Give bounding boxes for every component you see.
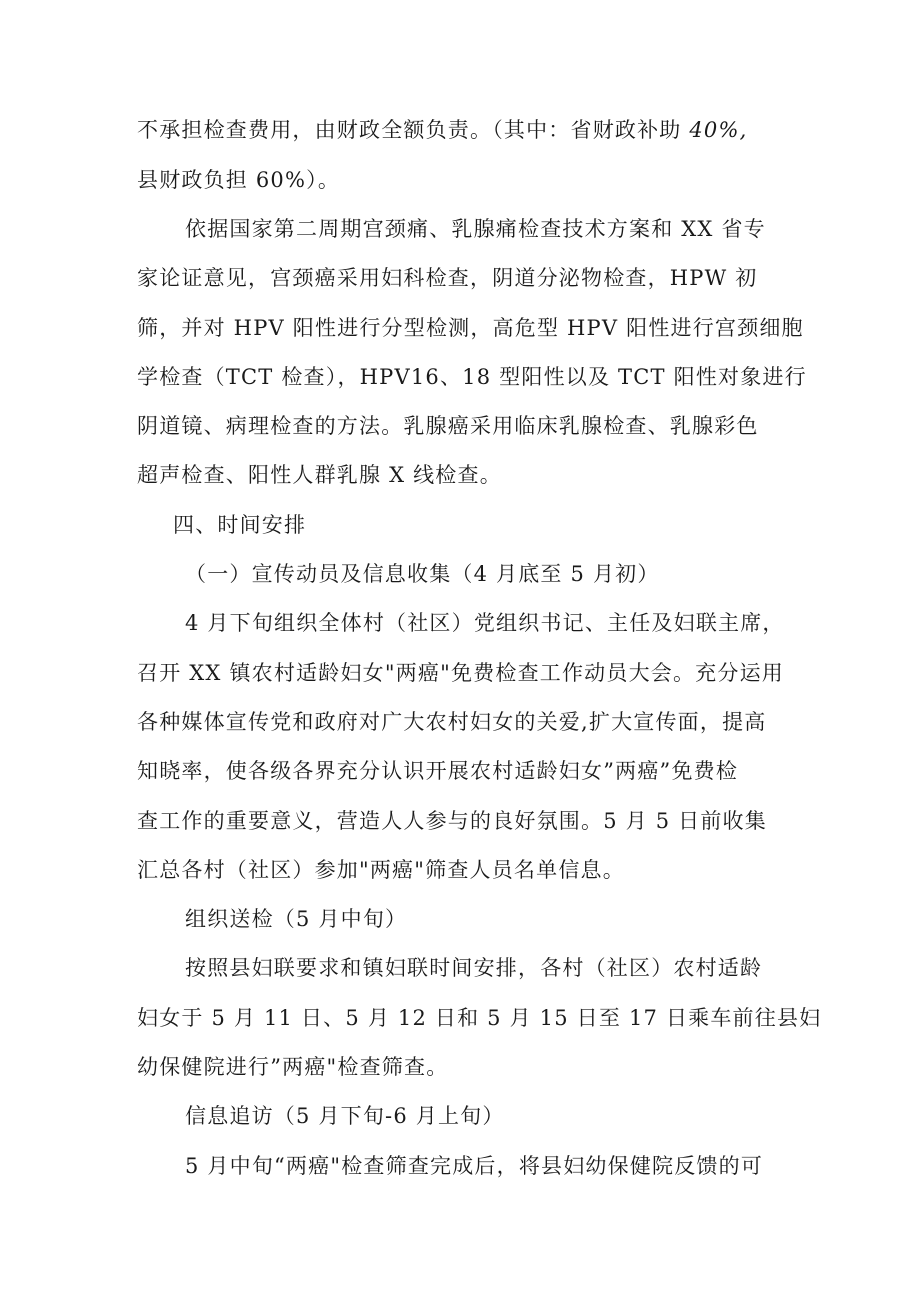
paragraph-first-line: 4 月下旬组织全体村（社区）党组织书记、主任及妇联主席，: [185, 611, 785, 635]
paragraph-first-line: 5 月中旬“两癌"检查筛查完成后，将县妇幼保健院反馈的可: [185, 1154, 764, 1178]
paragraph-first-line: 按照县妇联要求和镇妇联时间安排，各村（社区）农村适龄: [185, 956, 763, 980]
text-line: 学检查（TCT 检查），HPV16、18 型阳性以及 TCT 阳性对象进行: [137, 365, 807, 389]
subsection-heading: 组织送检（5 月中旬）: [185, 907, 408, 931]
text-line: [137, 115, 797, 145]
text-line: 超声检查、阳性人群乳腺 X 线检查。: [137, 463, 502, 487]
text-line: 阴道镜、病理检查的方法。乳腺癌采用临床乳腺检查、乳腺彩色: [137, 414, 759, 438]
text-line: 查工作的重要意义，营造人人参与的良好氛围。5 月 5 日前收集: [137, 809, 767, 833]
text-line: 汇总各村（社区）参加"两癌"筛查人员名单信息。: [137, 858, 625, 882]
section-heading: 四、时间安排: [173, 513, 307, 537]
subsection-heading: 信息追访（5 月下旬-6 月上旬）: [185, 1104, 505, 1128]
text-line: 家论证意见，宫颈癌采用妇科检查，阴道分泌物检查，HPW 初: [137, 266, 758, 290]
text-line: 知晓率，使各级各界充分认识开展农村适龄妇女”两癌”免费检: [137, 759, 739, 783]
text-line: 各种媒体宣传党和政府对广大农村妇女的关爱,扩大宣传面，提高: [137, 710, 767, 734]
text-line: 筛，并对 HPV 阳性进行分型检测，高危型 HPV 阳性进行宫颈细胞: [137, 316, 804, 340]
text-segment: 不承担检查费用，由财政全额负责。（其中：省财政补助: [137, 118, 690, 142]
text-line: 县财政负担 60%）。: [137, 168, 341, 192]
text-line: 召开 XX 镇农村适龄妇女"两癌"免费检查工作动员大会。充分运用: [137, 661, 784, 685]
text-line: 妇女于 5 月 11 日、5 月 12 日和 5 月 15 日至 17 日乘车前往县妇: [137, 1006, 822, 1030]
paragraph-first-line: 依据国家第二周期宫颈痛、乳腺痛检查技术方案和 XX 省专: [185, 217, 766, 241]
text-line: 幼保健院进行”两癌"检查筛查。: [137, 1055, 449, 1079]
subsection-heading: （一）宣传动员及信息收集（4 月底至 5 月初）: [185, 562, 660, 586]
text-segment-italic: 40%,: [689, 118, 748, 142]
